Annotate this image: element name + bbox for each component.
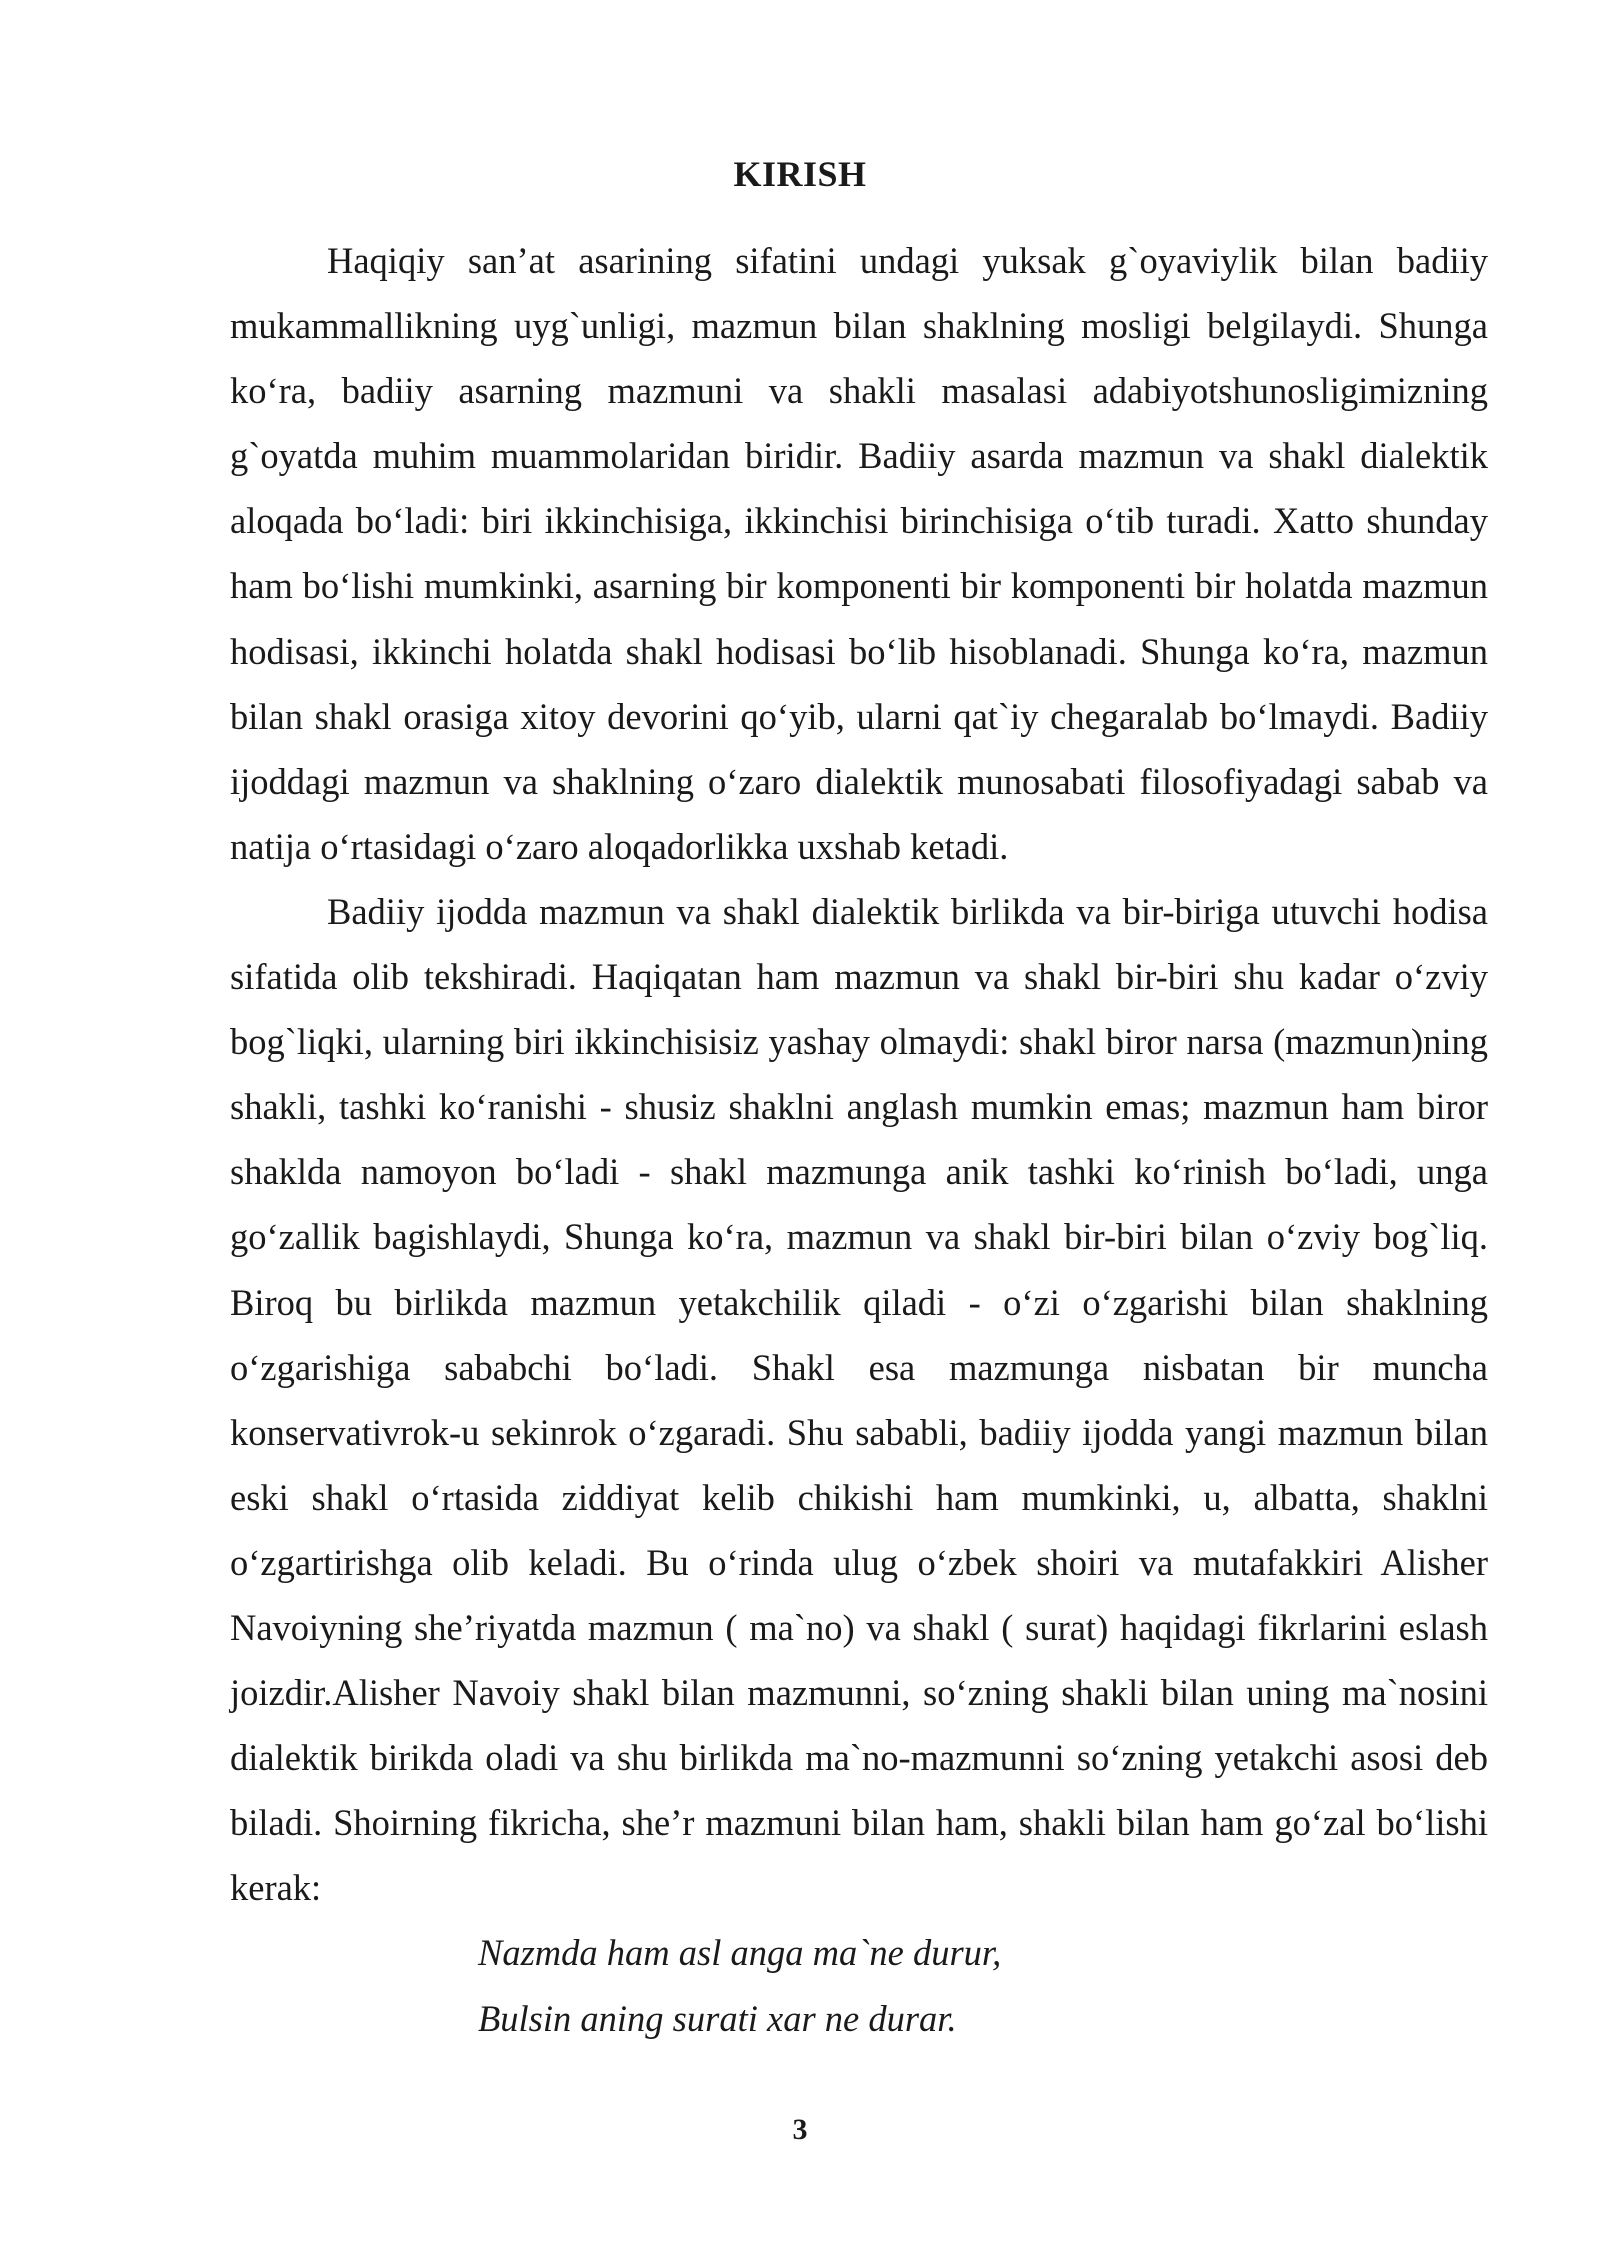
page-title: KIRISH <box>733 154 867 194</box>
verse-line-2: Bulsin aning surati xar ne durar. <box>478 1997 957 2039</box>
page-number: 3 <box>792 2113 808 2146</box>
document-body <box>230 228 1488 2051</box>
verse-line-1: Nazmda ham asl anga ma`ne durur, <box>478 1932 1002 1974</box>
paragraph-intro: Haqiqiy san’at asarining sifatini undagi yuksak g`oyaviylik bilan badiiy mukammallikning uyg`unligi, mazmun bilan shaklning mosligi belgilaydi. Shunga ko‘ra, badiiy asarning mazmuni va shakli masalasi adabiyotshunosligimizning g`oyatda muhim muammolaridan biridir. Badiiy asarda mazmun va shakl dialektik aloqada bo‘ladi: biri ikkinchisiga, ikkinchisi birinchisiga o‘tib turadi. Xatto shunday ham bo‘lishi mumkinki, asarning bir komponenti bir komponenti bir holatda mazmun hodisasi, ikkinchi holatda shakl hodisasi bo‘lib hisoblanadi. Shunga ko‘ra, mazmun bilan shakl orasiga xitoy devorini qo‘yib, ularni qat`iy chegaralab bo‘lmaydi. Badiiy ijoddagi mazmun va shaklning o‘zaro dialektik munosabati filosofiyadagi sabab va natija o‘rtasidagi o‘zaro aloqadorlikka uxshab ketadi. <box>230 240 1488 867</box>
paragraph-dialectic: Badiiy ijodda mazmun va shakl dialektik birlikda va bir-biriga utuvchi hodisa sifatida olib tekshiradi. Haqiqatan ham mazmun va shakl bir-biri shu kadar o‘zviy bog`liqki, ularning biri ikkinchisisiz yashay olmaydi: shakl biror narsa (mazmun)ning shakli, tashki ko‘ranishi - shusiz shaklni anglash mumkin emas; mazmun ham biror shaklda namoyon bo‘ladi - shakl mazmunga anik tashki ko‘rinish bo‘ladi, unga go‘zallik bagishlaydi, Shunga ko‘ra, mazmun va shakl bir-biri bilan o‘zviy bog`liq. Biroq bu birlikda mazmun yetakchilik qiladi - o‘zi o‘zgarishi bilan shaklning o‘zgarishiga sababchi bo‘ladi. Shakl esa mazmunga nisbatan bir muncha konservativrok-u sekinrok o‘zgaradi. Shu sababli, badiiy ijodda yangi mazmun bilan eski shakl o‘rtasida ziddiyat kelib chikishi ham mumkinki, u, albatta, shaklni o‘zgartirishga olib keladi. Bu o‘rinda ulug o‘zbek shoiri va mutafakkiri Alisher Navoiyning she’riyatda mazmun ( ma`no) va shakl ( surat) haqidagi fikrlarini eslash joizdir.Alisher Navoiy shakl bilan mazmunni, so‘zning shakli bilan uning ma`nosini dialektik birikda oladi va shu birlikda ma`no-mazmunni so‘zning yetakchi asosi deb biladi. Shoirning fikricha, she’r mazmuni bilan ham, shakli bilan ham go‘zal bo‘lishi kerak: <box>230 890 1488 1909</box>
